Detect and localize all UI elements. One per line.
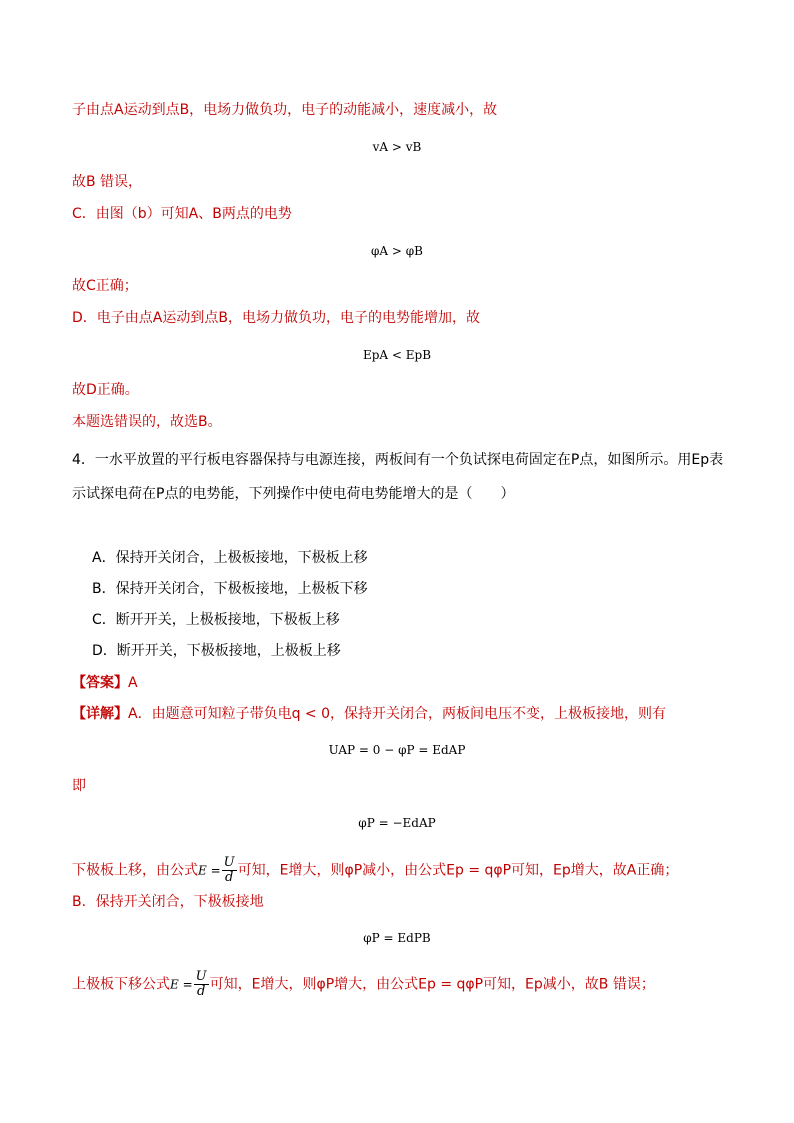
solution-line: D．电子由点A运动到点B，电场力做负功，电子的电势能增加，故 bbox=[72, 310, 480, 326]
detail-text: 下极板上移，由公式 bbox=[72, 862, 198, 879]
fraction-u-over-d bbox=[194, 970, 209, 999]
detail-line bbox=[72, 856, 678, 885]
detail-line: B．保持开关闭合，下极板接地 bbox=[72, 894, 264, 910]
detail-text: 上极板下移公式 bbox=[72, 976, 170, 993]
fraction-u-over-d bbox=[222, 856, 237, 885]
equation-energy: EpA < EpB bbox=[362, 348, 432, 362]
equation-velocity: vA > vB bbox=[372, 140, 422, 154]
detail-line bbox=[72, 704, 666, 724]
detail-text: 可知，E增大，则φP增大，由公式Ep = qφP可知，Ep减小，故B 错误； bbox=[209, 976, 655, 993]
equation-phip: φP = −EdAP bbox=[358, 816, 436, 830]
equation-potential: φA > φB bbox=[371, 244, 423, 258]
question-text: 示试探电荷在P点的电势能，下列操作中使电荷电势能增大的是（ ） bbox=[72, 486, 515, 502]
detail-line bbox=[72, 970, 655, 999]
equation-uap: UAP = 0 − φP = EdAP bbox=[328, 743, 466, 757]
solution-line: C．由图（b）可知A、B两点的电势 bbox=[72, 206, 292, 222]
option-b: B．保持开关闭合，下极板接地，上极板下移 bbox=[92, 581, 368, 597]
answer-label: 【答案】 bbox=[72, 675, 128, 691]
solution-line: 故B 错误， bbox=[72, 174, 143, 190]
solution-line: 本题选错误的，故选B。 bbox=[72, 414, 222, 430]
detail-label: 【详解】 bbox=[72, 706, 128, 722]
solution-line: 故C正确； bbox=[72, 278, 138, 294]
detail-text: 可知，E增大，则φP减小，由公式Ep = qφP可知，Ep增大，故A正确； bbox=[237, 862, 679, 879]
solution-line: 子由点A运动到点B，电场力做负功，电子的动能减小，速度减小，故 bbox=[72, 102, 498, 118]
solution-line: 故D正确。 bbox=[72, 382, 139, 398]
detail-text: A．由题意可知粒子带负电q < 0，保持开关闭合，两板间电压不变，上极板接地，则有 bbox=[128, 706, 666, 722]
answer-line bbox=[72, 673, 138, 693]
fraction-numerator: U bbox=[223, 855, 235, 870]
formula-lhs: E = bbox=[170, 977, 193, 992]
fraction-denominator: d bbox=[196, 984, 206, 999]
fraction-denominator: d bbox=[224, 870, 234, 885]
question-text: 4．一水平放置的平行板电容器保持与电源连接，两板间有一个负试探电荷固定在P点，如图所示。用Ep表 bbox=[72, 452, 724, 468]
option-c: C．断开开关，上极板接地，下极板上移 bbox=[92, 612, 340, 628]
answer-value: A bbox=[128, 675, 138, 691]
option-a: A．保持开关闭合，上极板接地，下极板上移 bbox=[92, 550, 368, 566]
equation-phip-b: φP = EdPB bbox=[363, 931, 431, 945]
fraction-numerator: U bbox=[195, 969, 207, 984]
formula-lhs: E = bbox=[198, 863, 221, 878]
detail-line: 即 bbox=[72, 778, 86, 794]
option-d: D．断开开关，下极板接地，上极板上移 bbox=[92, 643, 341, 659]
